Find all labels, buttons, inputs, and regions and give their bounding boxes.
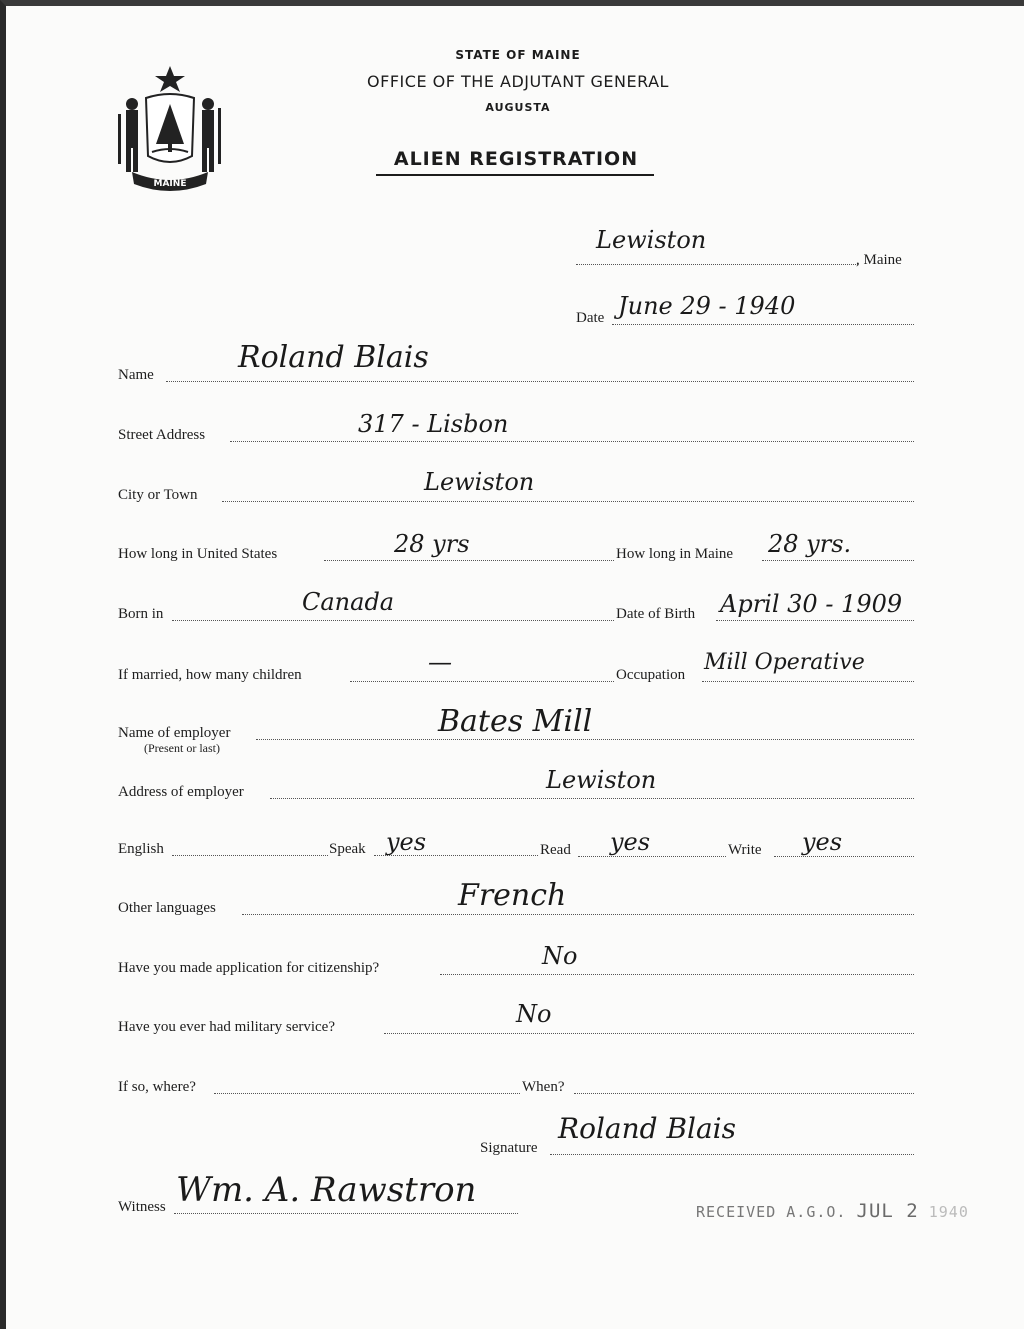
dob-value: April 30 - 1909 xyxy=(720,590,903,618)
signature-value: Roland Blais xyxy=(558,1112,736,1145)
children-label: If married, how many children xyxy=(118,667,302,683)
us-duration-label: How long in United States xyxy=(118,546,278,562)
date-dotted-line xyxy=(612,324,914,325)
born-value: Canada xyxy=(302,588,395,616)
date-value: June 29 - 1940 xyxy=(618,292,796,320)
write-dotted-line xyxy=(774,856,914,857)
street-dotted-line xyxy=(230,441,914,442)
witness-value: Wm. A. Rawstron xyxy=(176,1170,477,1210)
other-languages-value: French xyxy=(458,878,567,913)
read-label: Read xyxy=(540,842,571,858)
name-label: Name xyxy=(118,367,154,383)
signature-label: Signature xyxy=(480,1140,538,1156)
stamp-year: 1940 xyxy=(928,1203,969,1221)
military-label: Have you ever had military service? xyxy=(118,1019,335,1035)
military-value: No xyxy=(516,1000,552,1028)
dob-dotted-line xyxy=(716,620,914,621)
english-label: English xyxy=(118,841,164,857)
name-value: Roland Blais xyxy=(238,340,429,375)
form-title: ALIEN REGISTRATION xyxy=(393,148,639,170)
signature-dotted-line xyxy=(550,1154,914,1155)
occupation-label: Occupation xyxy=(616,667,686,683)
where-label: If so, where? xyxy=(118,1079,196,1095)
military-dotted-line xyxy=(384,1033,914,1034)
employer-address-dotted-line xyxy=(270,798,914,799)
read-value: yes xyxy=(610,828,651,856)
employer-sublabel: (Present or last) xyxy=(144,741,220,755)
employer-address-label: Address of employer xyxy=(118,784,244,800)
date-label: Date xyxy=(576,310,605,326)
place-suffix: , Maine xyxy=(856,252,902,268)
occupation-value: Mill Operative xyxy=(704,650,865,675)
other-languages-label: Other languages xyxy=(118,900,216,916)
witness-label: Witness xyxy=(118,1199,166,1215)
english-dotted-line xyxy=(172,855,328,856)
employer-label: Name of employer xyxy=(118,725,231,741)
write-value: yes xyxy=(802,828,843,856)
us-duration-dotted-line xyxy=(324,560,614,561)
occupation-dotted-line xyxy=(702,681,914,682)
place-value: Lewiston xyxy=(596,226,707,254)
city-label: City or Town xyxy=(118,487,198,503)
employer-address-value: Lewiston xyxy=(546,766,657,794)
citizenship-value: No xyxy=(542,942,578,970)
header-state: STATE OF MAINE xyxy=(455,48,581,62)
children-value: — xyxy=(428,648,452,676)
header-city: AUGUSTA xyxy=(485,101,551,114)
place-dotted-line xyxy=(576,264,858,265)
name-dotted-line xyxy=(166,381,914,382)
state-seal-logo xyxy=(114,64,226,194)
street-label: Street Address xyxy=(118,427,206,443)
speak-value: yes xyxy=(386,828,427,856)
children-dotted-line xyxy=(350,681,614,682)
city-value: Lewiston xyxy=(424,468,535,496)
born-label: Born in xyxy=(118,606,164,622)
born-dotted-line xyxy=(172,620,614,621)
title-underline xyxy=(376,174,654,176)
employer-dotted-line xyxy=(256,739,914,740)
seal-label: MAINE xyxy=(153,179,187,189)
header-office: OFFICE OF THE ADJUTANT GENERAL xyxy=(367,72,669,91)
where-dotted-line xyxy=(214,1093,520,1094)
citizenship-dotted-line xyxy=(440,974,914,975)
maine-duration-label: How long in Maine xyxy=(616,546,734,562)
witness-dotted-line xyxy=(174,1213,518,1214)
speak-label: Speak xyxy=(329,841,366,857)
dob-label: Date of Birth xyxy=(616,606,696,622)
employer-value: Bates Mill xyxy=(438,704,593,739)
read-dotted-line xyxy=(578,856,726,857)
stamp-received-text: RECEIVED A.G.O. xyxy=(696,1203,847,1221)
city-dotted-line xyxy=(222,501,914,502)
when-dotted-line xyxy=(574,1093,914,1094)
street-value: 317 - Lisbon xyxy=(358,410,509,438)
other-languages-dotted-line xyxy=(242,914,914,915)
stamp-date: JUL 2 xyxy=(856,1200,919,1222)
write-label: Write xyxy=(728,842,762,858)
maine-duration-dotted-line xyxy=(762,560,914,561)
maine-duration-value: 28 yrs. xyxy=(768,530,852,558)
citizenship-label: Have you made application for citizenship? xyxy=(118,960,380,976)
us-duration-value: 28 yrs xyxy=(394,530,470,558)
when-label: When? xyxy=(522,1079,565,1095)
received-stamp xyxy=(696,1200,969,1222)
